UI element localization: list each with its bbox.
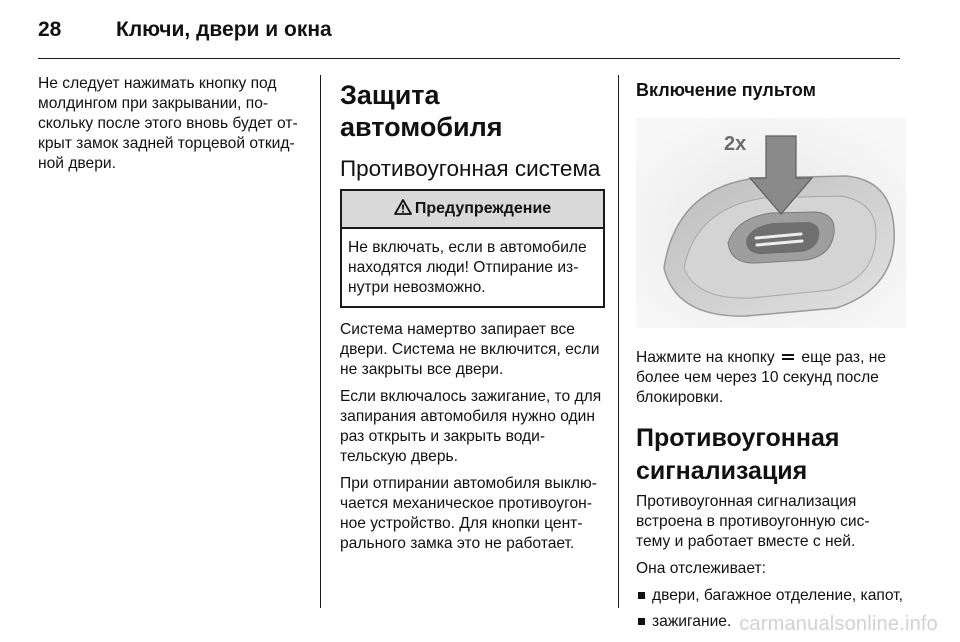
- warning-triangle-icon: [394, 199, 412, 220]
- column-divider-2: [618, 75, 619, 608]
- column-right: [636, 74, 906, 638]
- page-header: [38, 18, 332, 48]
- paragraph-ignition: Если включалось зажигание, то для запирания автомобиля нужно один раз открыть и закрыть води- тельскую дверь.: [340, 388, 602, 465]
- instruction-part-2: еще раз, не более чем через 10 секунд после блокировки.: [636, 349, 887, 407]
- paragraph-deadlock: Система намертво запирает все двери. Система не включится, если не закрыты все двери.: [340, 321, 600, 378]
- press-twice-label: 2x: [724, 133, 747, 155]
- column-middle: [340, 74, 605, 561]
- remote-instruction: [636, 348, 906, 408]
- column-divider-1: [320, 75, 321, 608]
- warning-header: [342, 191, 603, 229]
- warning-box: [340, 189, 605, 308]
- watermark: carmanualsonline.info: [739, 613, 938, 635]
- header-rule: [38, 58, 900, 59]
- lock-button-icon: [781, 348, 795, 368]
- paragraph-monitors: Она отслеживает:: [636, 560, 766, 578]
- subheading-anti-theft-system: Противоугонная система: [340, 156, 601, 181]
- molding-note: Не следует нажимать кнопку под молдингом при закрывании, по- скольку после этого вновь будет от- крыт замок задней торцевой откид- ной двери.: [38, 75, 298, 172]
- paragraph-unlock: При отпирании автомобиля выклю- чается механическое противоугон- ное устройство. Для кнопки цент- рального замка это не работает.: [340, 475, 597, 552]
- list-item-text: двери, багажное отделение, капот,: [652, 587, 903, 605]
- bullet-square-icon: [638, 592, 645, 599]
- section-heading-alarm: Противоугонная сигнализация: [636, 424, 840, 486]
- bullet-square-icon: [638, 618, 645, 625]
- paragraph-alarm-integrated: Противоугонная сигнализация встроена в противоугонную сис- тему и работает вместе с ней.: [636, 493, 870, 551]
- page-number: 28: [38, 18, 62, 41]
- subheading-remote-activation: Включение пультом: [636, 80, 816, 100]
- list-item: [636, 586, 906, 606]
- list-item-text: зажигание.: [652, 613, 732, 631]
- section-heading-vehicle-protection: Защита автомобиля: [340, 80, 503, 142]
- page-title: Ключи, двери и окна: [116, 18, 332, 41]
- warning-text: Не включать, если в автомобиле находятся люди! Отпирание из- нутри невозможно.: [348, 239, 587, 296]
- remote-key-illustration: [636, 118, 906, 328]
- column-left: [38, 74, 306, 181]
- warning-title: Предупреждение: [414, 200, 552, 217]
- instruction-part-1: Нажмите на кнопку: [636, 349, 775, 367]
